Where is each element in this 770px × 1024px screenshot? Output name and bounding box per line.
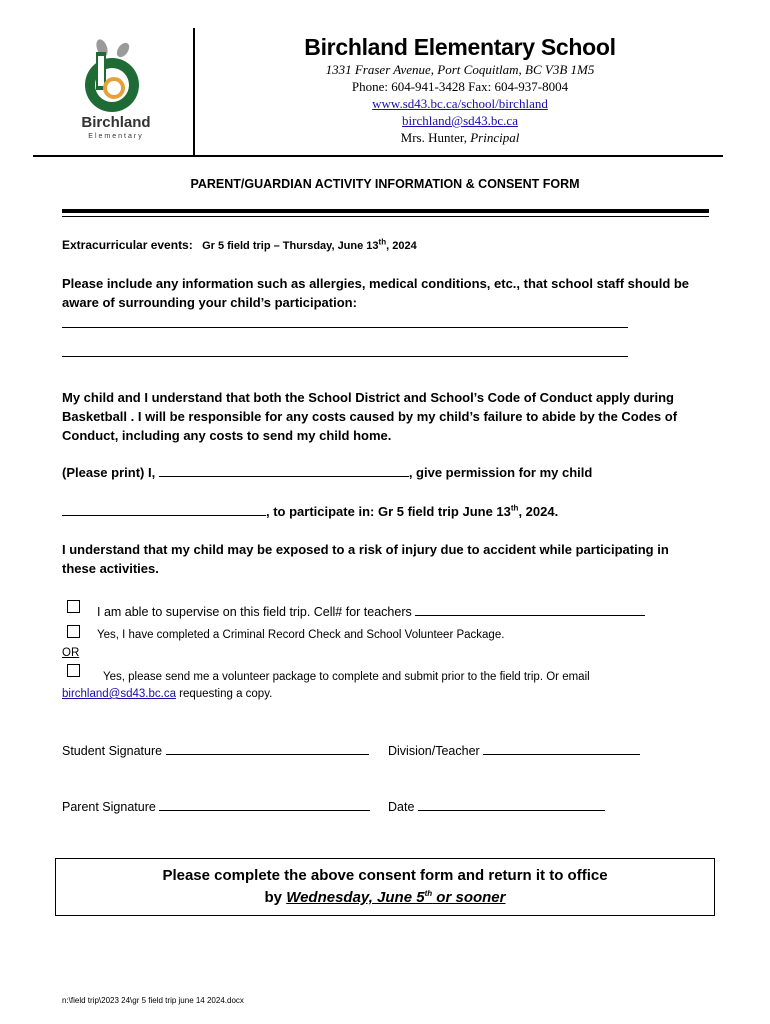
- school-logo: [70, 38, 162, 144]
- school-name: Birchland Elementary School: [304, 34, 616, 60]
- conduct-line-1: My child and I understand that both the School District and School’s Code of Conduct apply during: [62, 390, 674, 405]
- events-label: Extracurricular events:: [62, 238, 193, 252]
- principal-title: Principal: [470, 130, 520, 145]
- parent-signature-label: Parent Signature: [62, 800, 156, 814]
- print-name-row: [62, 463, 592, 482]
- form-title: PARENT/GUARDIAN ACTIVITY INFORMATION & CONSENT FORM: [190, 177, 580, 191]
- child-name-row: [62, 502, 558, 521]
- volunteer-email-link[interactable]: birchland@sd43.bc.ca: [62, 688, 176, 700]
- risk-paragraph: [62, 540, 722, 578]
- file-path-footer: n:\field trip\2023 24\gr 5 field trip june 14 2024.docx: [62, 996, 244, 1005]
- notice-deadline: Wednesday, June 5: [286, 889, 425, 906]
- criminal-check-checkbox[interactable]: [67, 625, 80, 638]
- division-teacher-label: Division/Teacher: [388, 744, 480, 758]
- option-volunteer-label: Yes, please send me a volunteer package to complete and submit prior to the field trip. Or email: [103, 671, 590, 683]
- parent-signature-field[interactable]: [159, 798, 370, 811]
- title-rule-thin: [62, 216, 709, 217]
- date-field[interactable]: [418, 798, 605, 811]
- principal-name: Mrs. Hunter,: [400, 130, 467, 145]
- teacher-cell-field[interactable]: [415, 603, 645, 616]
- print-label: (Please print) I,: [62, 465, 156, 480]
- events-value: Gr 5 field trip – Thursday, June 13: [202, 240, 379, 252]
- participate-text: , to participate in: Gr 5 field trip June 13: [266, 504, 511, 519]
- permission-text: , give permission for my child: [408, 465, 593, 480]
- school-phone-fax: Phone: 604-941-3428 Fax: 604-937-8004: [351, 79, 569, 94]
- division-teacher-row: [388, 742, 640, 758]
- student-signature-label: Student Signature: [62, 744, 163, 758]
- events-year: , 2024: [386, 240, 417, 252]
- conduct-paragraph: [62, 388, 722, 445]
- or-label: OR: [62, 647, 80, 659]
- principal-line: [200, 130, 720, 146]
- participate-sup: th: [510, 503, 519, 513]
- date-row: [388, 798, 605, 814]
- volunteer-email-rest: requesting a copy.: [175, 688, 273, 700]
- volunteer-package-checkbox[interactable]: [67, 664, 80, 677]
- conduct-line-2: Basketball . I will be responsible for any costs caused by my child’s failure to abide by the Codes of: [62, 409, 678, 424]
- school-address: 1331 Fraser Avenue, Port Coquitlam, BC V3B 1M5: [325, 62, 595, 77]
- logo-wordmark: Birchland: [81, 114, 151, 131]
- logo-subtext: Elementary: [88, 133, 144, 140]
- info-line-2: aware of surrounding your child’s participation:: [62, 295, 357, 310]
- events-sup: th: [378, 237, 387, 247]
- notice-suffix: or sooner: [432, 889, 506, 906]
- risk-line-2: these activities.: [62, 561, 159, 576]
- student-signature-field[interactable]: [166, 742, 369, 755]
- info-line-1: Please include any information such as allergies, medical conditions, etc., that school staff should be: [62, 276, 690, 291]
- parent-name-field[interactable]: [159, 464, 409, 477]
- option-supervise: [97, 603, 645, 619]
- parent-signature-row: [62, 798, 370, 814]
- notice-sup: th: [424, 889, 433, 898]
- notice-line-2: [55, 889, 715, 906]
- header-divider-horizontal: [33, 155, 723, 157]
- student-signature-row: [62, 742, 369, 758]
- school-email-link[interactable]: birchland@sd43.bc.ca: [402, 113, 518, 128]
- notice-prefix: by: [264, 889, 287, 906]
- notice-line-1: Please complete the above consent form and return it to office: [162, 867, 608, 884]
- option-supervise-label: I am able to supervise on this field trip. Cell# for teachers: [97, 605, 412, 619]
- option-volunteer-email-row: [62, 688, 272, 700]
- conduct-line-3: Conduct, including any costs to send my child home.: [62, 428, 392, 443]
- participate-year: , 2024.: [518, 504, 559, 519]
- school-email-row: [200, 113, 720, 129]
- school-website-link[interactable]: www.sd43.bc.ca/school/birchland: [372, 96, 548, 111]
- title-rule-thick: [62, 209, 709, 213]
- supervise-checkbox[interactable]: [67, 600, 80, 613]
- info-answer-line-2[interactable]: [62, 356, 628, 357]
- header-divider-vertical: [193, 28, 195, 156]
- info-paragraph: [62, 274, 712, 312]
- child-name-field[interactable]: [62, 503, 266, 516]
- info-answer-line-1[interactable]: [62, 327, 628, 328]
- division-teacher-field[interactable]: [483, 742, 640, 755]
- date-label: Date: [388, 800, 415, 814]
- school-website-row: [200, 96, 720, 112]
- option-criminal-check-label: Yes, I have completed a Criminal Record Check and School Volunteer Package.: [97, 629, 505, 641]
- risk-line-1: I understand that my child may be exposed to a risk of injury due to accident while participating in: [62, 542, 669, 557]
- events-row: [62, 236, 417, 256]
